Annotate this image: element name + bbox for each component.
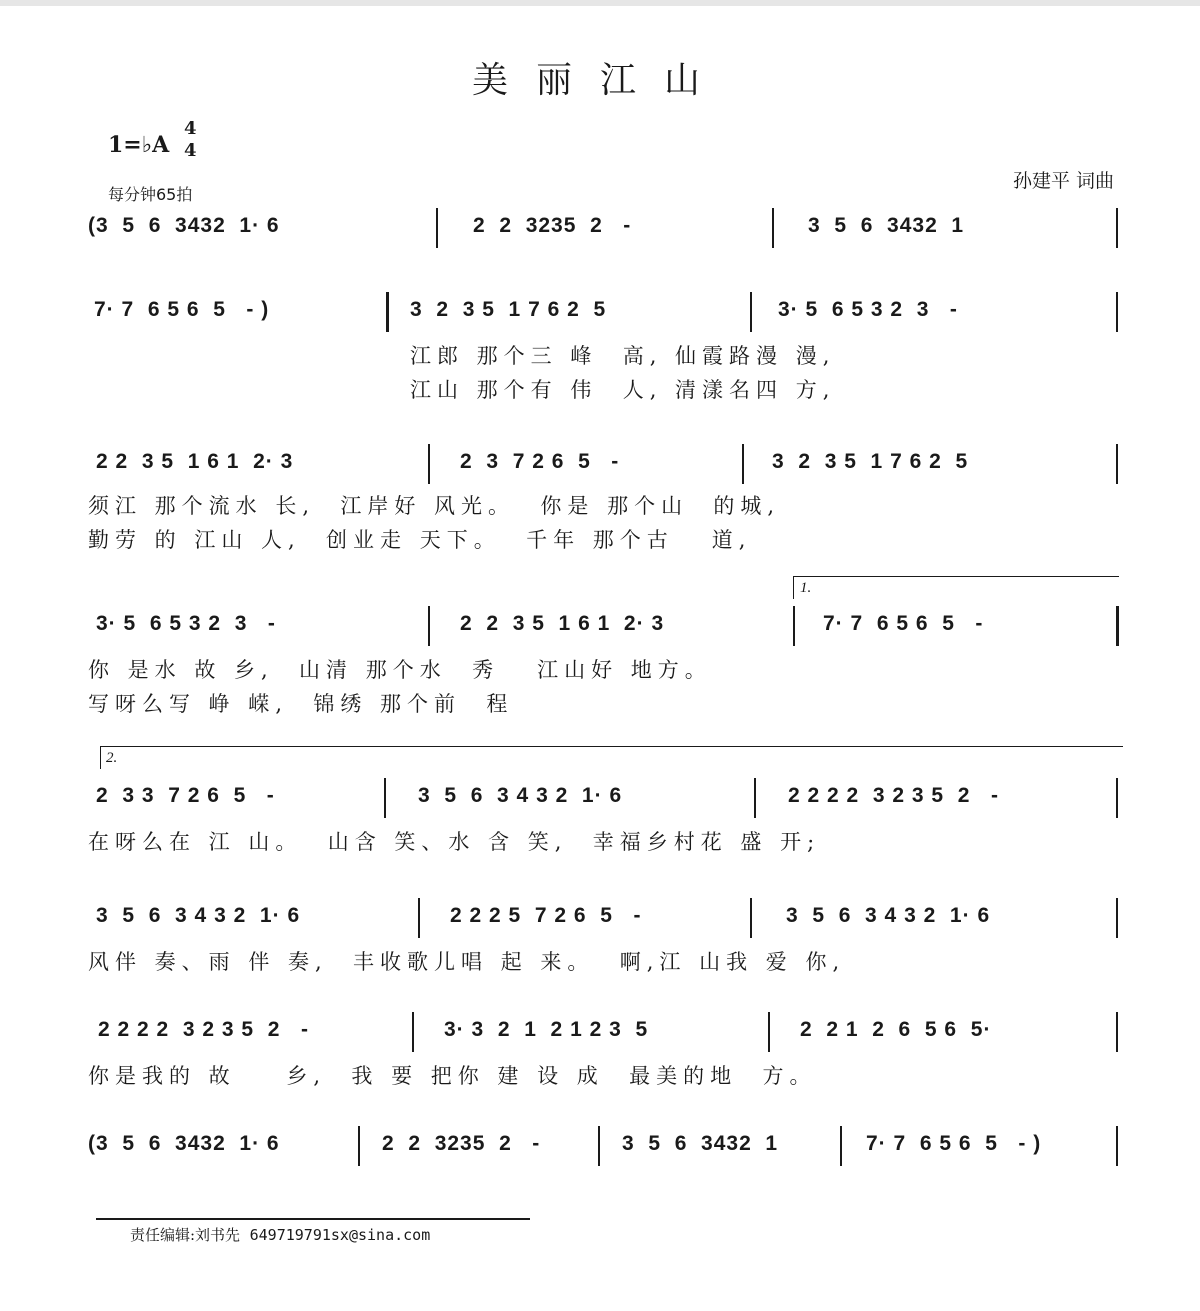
barline	[1116, 778, 1118, 818]
measure: (3 5 6 3432 1· 6	[88, 1132, 280, 1155]
measure: 2 2 3235 2 -	[382, 1132, 541, 1155]
measure: 2 3 7 2 6 5 -	[460, 450, 620, 473]
measure: 7· 7 6 5 6 5 -	[823, 612, 984, 635]
measure: 7· 7 6 5 6 5 - )	[866, 1132, 1042, 1155]
measure: 3· 3 2 1 2 1 2 3 5	[444, 1018, 649, 1041]
lyric-line: 写呀么写 峥 嵘, 锦绣 那个前 程	[88, 692, 514, 716]
measure: 3 5 6 3432 1	[808, 214, 965, 237]
second-ending-label: 2.	[106, 750, 118, 766]
measure: 2 3 3 7 2 6 5 -	[96, 784, 275, 807]
measure: 2 2 3 5 1 6 1 2· 3	[96, 450, 294, 473]
barline	[1116, 1012, 1118, 1052]
top-bar	[0, 0, 1200, 6]
first-ending-label: 1.	[800, 580, 812, 596]
measure: (3 5 6 3432 1· 6	[88, 214, 280, 237]
measure: 3 5 6 3 4 3 2 1· 6	[786, 904, 991, 927]
score-row-1	[88, 214, 1120, 250]
score-row-5	[88, 784, 1120, 820]
score-row-4	[88, 612, 1120, 648]
first-ending-bracket	[793, 576, 1119, 599]
time-signature-top: 4	[184, 118, 197, 139]
score-row-2	[88, 298, 1120, 334]
barline	[598, 1126, 600, 1166]
measure: 2 2 2 2 3 2 3 5 2 -	[98, 1018, 309, 1041]
score-row-8	[88, 1132, 1120, 1168]
barline	[742, 444, 744, 484]
barline	[768, 1012, 770, 1052]
measure: 2 2 2 2 3 2 3 5 2 -	[788, 784, 999, 807]
barline	[384, 778, 386, 818]
repeat-end-barline	[1116, 606, 1119, 646]
measure: 2 2 3 5 1 6 1 2· 3	[460, 612, 665, 635]
editor-credit	[130, 1224, 430, 1245]
barline	[1116, 444, 1118, 484]
measure: 2 2 3235 2 -	[473, 214, 632, 237]
time-signature-bottom: 4	[184, 140, 197, 161]
lyric-line: 江山 那个有 伟 人, 清漾名四 方,	[410, 378, 836, 402]
lyric-line: 江郎 那个三 峰 高, 仙霞路漫 漫,	[410, 344, 836, 368]
editor-label: 责任编辑:刘书先	[130, 1226, 241, 1244]
barline	[1116, 1126, 1118, 1166]
barline	[772, 208, 774, 248]
barline	[1116, 292, 1118, 332]
measure: 3· 5 6 5 3 2 3 -	[96, 612, 276, 635]
barline	[793, 606, 795, 646]
footer-divider	[96, 1218, 530, 1220]
editor-email: 649719791sx@sina.com	[249, 1226, 431, 1244]
barline	[428, 444, 430, 484]
tempo-marking: 每分钟65拍	[108, 185, 193, 204]
repeat-start-barline	[386, 292, 389, 332]
measure: 3 5 6 3 4 3 2 1· 6	[418, 784, 623, 807]
barline	[418, 898, 420, 938]
lyric-line: 风伴 奏、雨 伴 奏, 丰收歌儿唱 起 来。 啊,江 山我 爱 你,	[88, 950, 846, 974]
barline	[840, 1126, 842, 1166]
score-row-3	[88, 450, 1120, 486]
measure: 3 2 3 5 1 7 6 2 5	[410, 298, 607, 321]
second-ending-bracket	[100, 746, 1123, 769]
barline	[1116, 898, 1118, 938]
measure: 3 5 6 3 4 3 2 1· 6	[96, 904, 301, 927]
song-title: 美丽江山	[471, 60, 728, 101]
barline	[1116, 208, 1118, 248]
measure: 3 2 3 5 1 7 6 2 5	[772, 450, 969, 473]
lyric-line: 你 是水 故 乡, 山清 那个水 秀 江山好 地方。	[88, 658, 712, 682]
lyric-line: 须江 那个流水 长, 江岸好 风光。 你是 那个山 的城,	[88, 494, 781, 518]
barline	[750, 898, 752, 938]
score-row-7	[88, 1018, 1120, 1054]
lyric-line: 你是我的 故 乡, 我 要 把你 建 设 成 最美的地 方。	[88, 1064, 817, 1088]
key-signature: 1=♭A	[108, 132, 170, 158]
measure: 2 2 1 2 6 5 6 5·	[800, 1018, 992, 1041]
barline	[358, 1126, 360, 1166]
measure: 3· 5 6 5 3 2 3 -	[778, 298, 958, 321]
measure: 7· 7 6 5 6 5 - )	[94, 298, 270, 321]
score-row-6	[88, 904, 1120, 940]
lyric-line: 勤劳 的 江山 人, 创业走 天下。 千年 那个古 道,	[88, 528, 752, 552]
composer-credit: 孙建平 词曲	[1012, 170, 1114, 192]
barline	[754, 778, 756, 818]
barline	[412, 1012, 414, 1052]
measure: 3 5 6 3432 1	[622, 1132, 779, 1155]
barline	[428, 606, 430, 646]
barline	[436, 208, 438, 248]
time-signature	[184, 118, 197, 162]
measure: 2 2 2 5 7 2 6 5 -	[450, 904, 642, 927]
barline	[750, 292, 752, 332]
lyric-line: 在呀么在 江 山。 山含 笑、水 含 笑, 幸福乡村花 盛 开;	[88, 830, 821, 854]
